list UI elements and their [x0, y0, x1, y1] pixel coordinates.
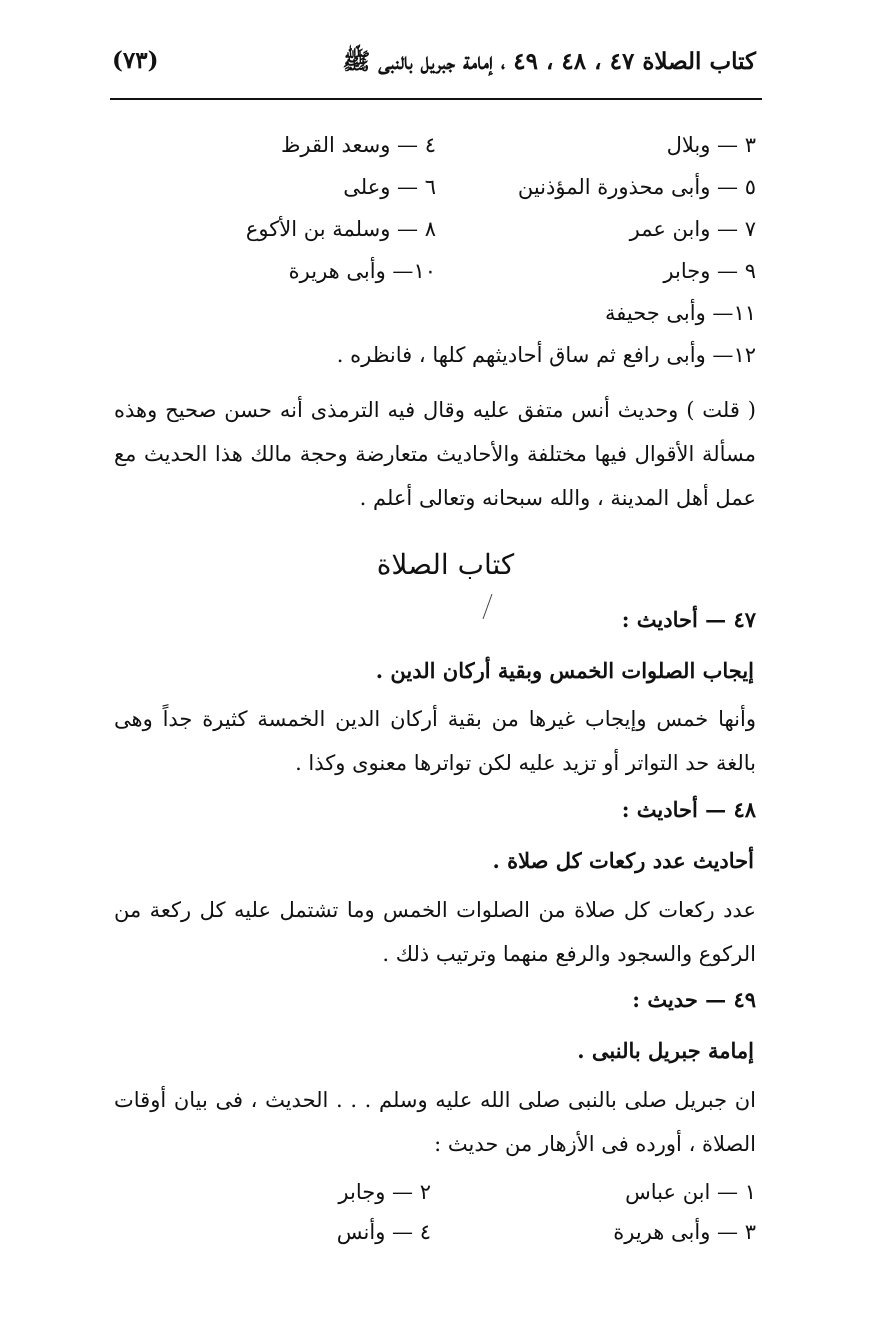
running-header-title: كتاب الصلاة ٤٧ ، ٤٨ ، ٤٩ ، إمامة جبريل بالنبى ﷺ: [342, 48, 756, 75]
list-item: ٤ — وأنس: [336, 1220, 431, 1244]
list-item: ١٢— وأبى رافع ثم ساق أحاديثهم كلها ، فانظره .: [336, 343, 756, 367]
section-48-title: أحاديث عدد ركعات كل صلاة .: [492, 848, 754, 873]
header-rule: [110, 98, 762, 100]
list-item: ٧ — وابن عمر: [629, 217, 756, 241]
list-item: ١ — ابن عباس: [625, 1180, 756, 1204]
list-item: ٤ — وسعد القرظ: [280, 133, 436, 157]
list-item: ١١— وأبى جحيفة: [605, 301, 756, 325]
list-item: ٣ — وبلال: [666, 133, 756, 157]
chapter-title: كتاب الصلاة: [376, 548, 515, 581]
section-49-heading: ٤٩ — حديث :: [632, 987, 756, 1012]
list-item: ٥ — وأبى محذورة المؤذنين: [517, 175, 756, 199]
list-item: ٣ — وأبى هريرة: [613, 1220, 756, 1244]
section-47-title: إيجاب الصلوات الخمس وبقية أركان الدين .: [375, 658, 754, 683]
list-item: ٢ — وجابر: [338, 1180, 431, 1204]
section-47-body: وأنها خمس وإيجاب غيرها من بقية أركان الدين الخمسة كثيرة جداً وهى بالغة حد التواتر أو تزيد عليه لكن تواترها معنوى وكذا .: [114, 707, 756, 775]
list-item: ٨ — وسلمة بن الأكوع: [245, 217, 436, 241]
stray-pen-mark: [478, 592, 496, 622]
section-49-body: ان جبريل صلى بالنبى صلى الله عليه وسلم . . . الحديث ، فى بيان أوقات الصلاة ، أورده فى الأزهار من حديث :: [114, 1088, 756, 1156]
section-47-heading: ٤٧ — أحاديث :: [621, 607, 756, 632]
commentary-paragraph: ( قلت ) وحديث أنس متفق عليه وقال فيه الترمذى أنه حسن صحيح وهذه مسألة الأقوال فيها مختلفة والأحاديث متعارضة وحجة مالك هذا الحديث مع عمل أهل المدينة ، والله سبحانه وتعالى أعلم .: [114, 398, 756, 510]
list-item: ٩ — وجابر: [663, 259, 756, 283]
section-48-heading: ٤٨ — أحاديث :: [621, 797, 756, 822]
section-49-title: إمامة جبريل بالنبى .: [577, 1038, 754, 1063]
list-item: ١٠— وأبى هريرة: [288, 259, 436, 283]
page-number: (٧٣): [112, 47, 159, 74]
section-48-body: عدد ركعات كل صلاة من الصلوات الخمس وما تشتمل عليه كل ركعة من الركوع والسجود والرفع منهما وترتيب ذلك .: [114, 898, 756, 966]
list-item: ٦ — وعلى: [343, 175, 436, 199]
